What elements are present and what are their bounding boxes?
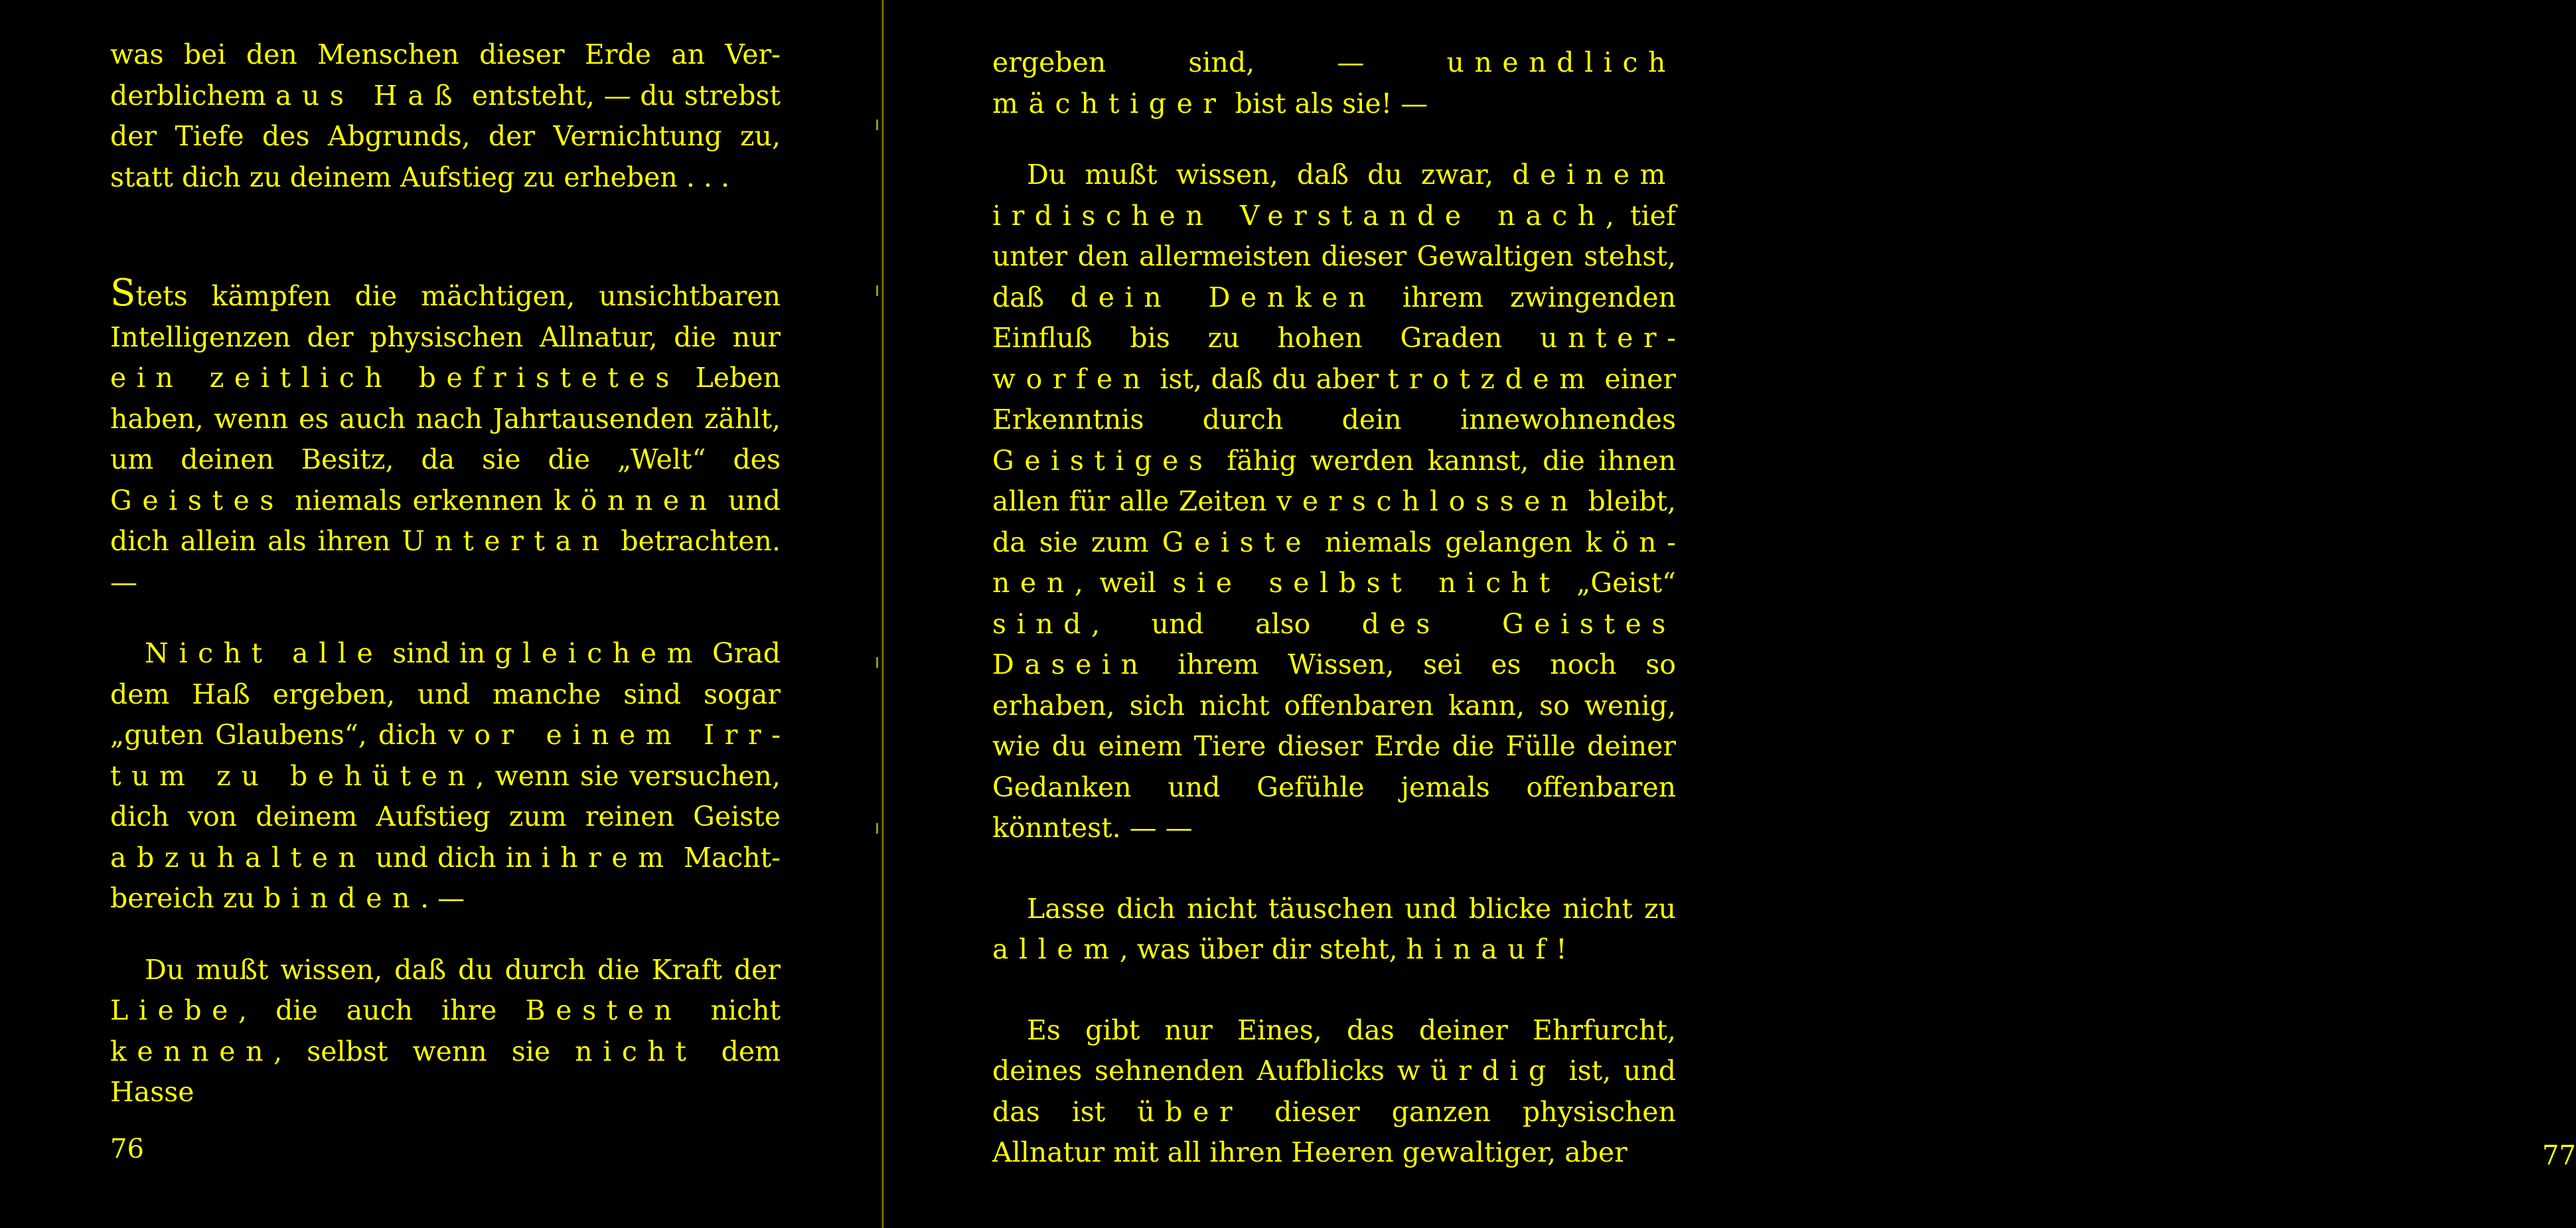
text-run: ist, daß du aber	[1150, 362, 1388, 395]
text-run: Du mußt wissen, daß du durch die Kraft der	[145, 953, 781, 986]
spaced-emphasis: unendlich mächtiger	[992, 46, 1676, 119]
text-run: , was über dir steht,	[1119, 933, 1406, 965]
text-run: und dich in	[366, 841, 542, 874]
text-run: ihrem zwingenden Einfluß bis zu hohen Graden	[992, 281, 1677, 354]
spaced-emphasis: ihrem	[541, 841, 674, 874]
spaced-emphasis: sie selbst nicht	[1172, 567, 1560, 599]
text-run: Leben haben, wenn es auch nach Jahrtausenden zählt, um deinen Besitz, da sie die „Welt“ des	[110, 362, 781, 475]
gutter-mark	[876, 119, 878, 130]
text-run: niemals erkennen	[284, 484, 554, 516]
text-run: Es gibt nur Eines, das deiner Ehrfurcht, deines sehnenden Aufblicks	[992, 1014, 1676, 1087]
text-run: , und also	[1091, 607, 1362, 640]
spaced-emphasis: Geistes	[110, 484, 285, 516]
spaced-emphasis: Liebe	[110, 994, 239, 1026]
spaced-emphasis: über	[1137, 1095, 1243, 1128]
spaced-emphasis: nicht	[575, 1035, 697, 1067]
page-number-right: 77	[2542, 1140, 2576, 1171]
gutter-mark	[876, 657, 878, 668]
spaced-emphasis: unterworfen	[992, 322, 1676, 395]
text-run: einer Erkenntnis durch dein innewohnendes	[992, 362, 1677, 435]
left-paragraph-3	[110, 633, 781, 919]
spaced-emphasis: können	[554, 484, 718, 516]
spaced-emphasis: binden	[263, 882, 421, 914]
text-run: Lasse dich nicht täuschen und blicke nicht zu	[1027, 892, 1676, 925]
spaced-emphasis: Besten	[525, 994, 682, 1026]
text-run: , wenn sie versuchen, dich von deinem Aufstieg zum reinen Geiste	[110, 759, 781, 832]
text-run: betrachten. —	[110, 525, 781, 598]
text-run: und dich allein als ihren	[110, 484, 781, 557]
spaced-emphasis: sind	[992, 607, 1092, 640]
text-run: tets kämpfen die mächtigen, unsichtbaren Intelligenzen der physischen Allnatur, die nur	[110, 280, 781, 353]
spaced-emphasis: Geistiges	[992, 444, 1213, 477]
text-run: ihrem Wissen, sei es noch so erhaben, sich nicht offenbaren kann, so wenig, wie du einem Tiere dieser Erde die Fülle deiner Gedanken und Gefühle jemals offenbaren könntest. — —	[992, 649, 1676, 844]
gutter-mark	[876, 823, 878, 834]
right-paragraph-2	[992, 155, 1676, 849]
spaced-emphasis: Untertan	[402, 525, 610, 557]
spaced-emphasis: abzuhalten	[110, 841, 366, 874]
spaced-emphasis: verschlossen	[1276, 485, 1579, 517]
spaced-emphasis: ein zeitlich befristetes	[110, 362, 680, 394]
text-run: fähig werden kannst, die ihnen allen für alle Zeiten	[992, 444, 1676, 517]
text-run: sind in	[383, 637, 495, 669]
spaced-emphasis: hinauf	[1406, 933, 1556, 965]
text-run: was bei den Menschen dieser Erde an Verderblichem	[110, 38, 781, 112]
right-paragraph-3	[992, 889, 1676, 970]
spaced-emphasis: dein Denken	[1070, 281, 1377, 313]
spaced-emphasis: des Geistes Dasein	[992, 607, 1676, 680]
spaced-emphasis: können	[992, 526, 1676, 599]
left-page-text	[110, 35, 781, 1113]
spaced-emphasis: trotzdem	[1387, 362, 1596, 395]
text-run: Grad dem Haß ergeben, und manche sind sogar „guten Glaubens“, dich	[110, 637, 781, 751]
text-run: , selbst wenn sie	[273, 1035, 575, 1067]
text-run: „Geist“	[1560, 567, 1676, 599]
left-page	[0, 0, 883, 1228]
page-number-left: 76	[110, 1134, 144, 1164]
spaced-emphasis: aus Haß	[275, 79, 463, 112]
text-run: dem Hasse	[110, 1035, 781, 1108]
right-paragraph-1	[992, 42, 1676, 124]
text-run: dieser ganzen physischen Allnatur mit all ihren Heeren gewaltiger, aber	[992, 1095, 1676, 1168]
text-run: . —	[420, 882, 465, 914]
gutter-mark	[876, 285, 878, 296]
spaced-emphasis: würdig	[1397, 1055, 1556, 1087]
text-run: nicht	[682, 994, 781, 1026]
spaced-emphasis: kennen	[110, 1035, 274, 1067]
left-paragraph-1	[110, 35, 781, 198]
right-paragraph-4	[992, 1010, 1676, 1174]
text-run: ist, und das ist	[992, 1055, 1676, 1128]
right-page-text	[992, 42, 1676, 1174]
spaced-emphasis: deinem irdischen Verstande nach	[992, 159, 1676, 232]
text-run: Machtbereich zu	[110, 841, 781, 914]
book-gutter	[880, 0, 885, 1228]
text-run: niemals gelangen	[1312, 526, 1586, 558]
left-paragraph-2	[110, 271, 781, 603]
text-run: bleibt, da sie zum	[992, 485, 1677, 558]
drop-initial: S	[110, 271, 136, 315]
text-run: Du mußt wissen, daß du zwar,	[1027, 159, 1513, 191]
text-run: ergeben sind, —	[992, 46, 1447, 78]
left-paragraph-4	[110, 950, 781, 1113]
text-run: , die auch ihre	[238, 994, 526, 1026]
spaced-emphasis: vor einem Irrtum zu behüten	[110, 719, 781, 792]
text-run: entsteht, — du strebst der Tiefe des Abgrunds, der Vernichtung zu, statt dich zu deinem Aufstieg zu erheben . . .	[110, 79, 781, 193]
right-page	[889, 0, 2576, 1228]
spaced-emphasis: Geiste	[1162, 526, 1312, 558]
text-run: bist als sie! —	[1226, 87, 1428, 119]
text-run: !	[1556, 933, 1567, 965]
spaced-emphasis: allem	[992, 933, 1120, 965]
text-run: , tief unter den allermeisten dieser Gewaltigen stehst, daß	[992, 199, 1677, 313]
spaced-emphasis: Nicht alle	[145, 637, 384, 669]
spaced-emphasis: gleichem	[494, 637, 704, 669]
text-run: , weil	[1074, 567, 1173, 599]
